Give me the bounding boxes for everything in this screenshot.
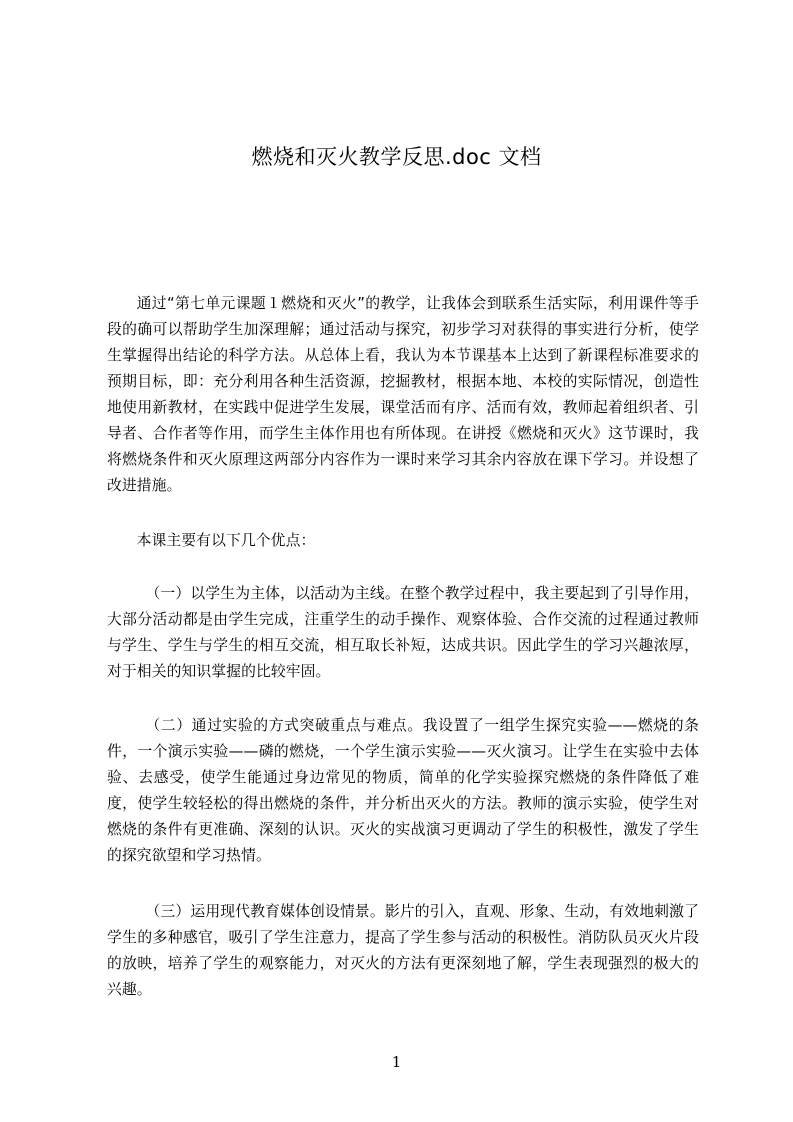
paragraph-intro: 通过“第七单元课题１燃烧和灭火”的教学，让我体会到联系生活实际，利用课件等手段的确可以帮助学生加深理解；通过活动与探究，初步学习对获得的事实进行分析，使学生掌握得出结论的科学方法。从总体上看，我认为本节课基本上达到了新课程标准要求的预期目标，即：充分利用各种生活资源，挖掘教材，根据本地、本校的实际情况，创造性地使用新教材，在实践中促进学生发展，课堂活而有序、活而有效，教师起着组织者、引导者、合作者等作用，而学生主体作用也有所体现。在讲授《燃烧和灭火》这节课时，我将燃烧条件和灭火原理这两部分内容作为一课时来学习其余内容放在课下学习。并设想了改进措施。 [107, 295, 699, 494]
page-number: 1 [391, 1053, 402, 1071]
paragraph-advantage-three: （三）运用现代教育媒体创设情景。影片的引入，直观、形象、生动，有效地刺激了学生的多种感官，吸引了学生注意力，提高了学生参与活动的积极性。消防队员灭火片段的放映，培养了学生的观察能力，对灭火的方法有更深刻地了解，学生表现强烈的极大的兴趣。 [107, 903, 699, 998]
paragraph-advantage-two: （二）通过实验的方式突破重点与难点。我设置了一组学生探究实验——燃烧的条件，一个演示实验——磷的燃烧，一个学生演示实验——灭火演习。让学生在实验中去体验、去感受，使学生能通过身边常见的物质，简单的化学实验探究燃烧的条件降低了难度，使学生较轻松的得出燃烧的条件，并分析出灭火的方法。教师的演示实验，使学生对燃烧的条件有更准确、深刻的认识。灭火的实战演习更调动了学生的积极性，激发了学生的探究欲望和学习热情。 [107, 717, 699, 864]
paragraph-advantage-one: （一）以学生为主体，以活动为主线。在整个教学过程中，我主要起到了引导作用，大部分活动都是由学生完成，注重学生的动手操作、观察体验、合作交流的过程通过教师与学生、学生与学生的相互交流，相互取长补短，达成共识。因此学生的学习兴趣浓厚，对于相关的知识掌握的比较牢固。 [107, 585, 699, 680]
document-title: 燃烧和灭火教学反思.doc 文档 [251, 145, 542, 169]
paragraph-advantages-heading: 本课主要有以下几个优点： [136, 532, 316, 549]
